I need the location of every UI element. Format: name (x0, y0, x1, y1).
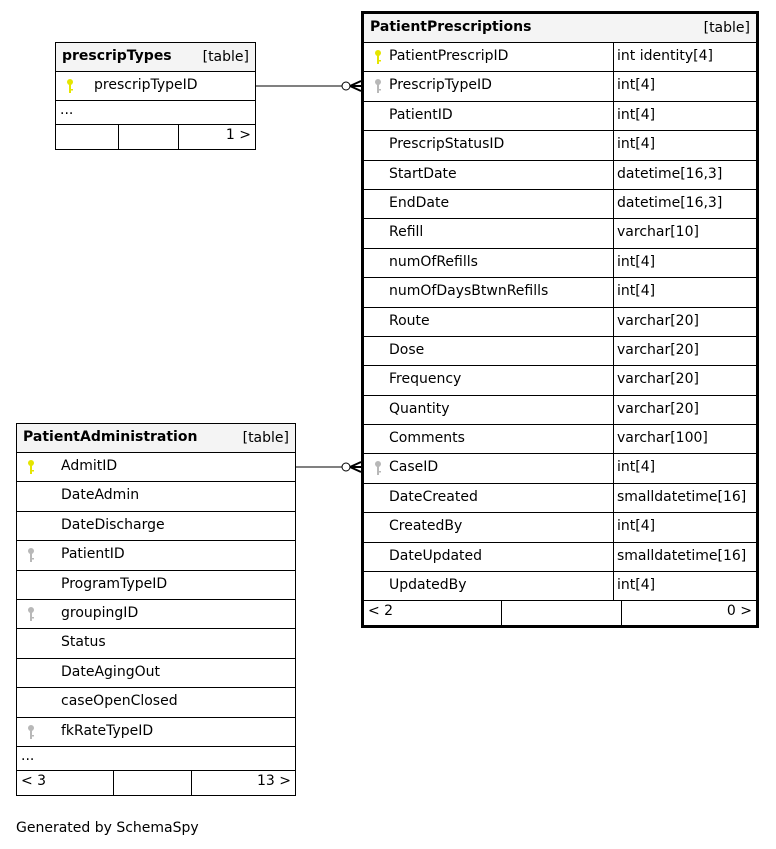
column-name: caseOpenClosed (61, 693, 178, 710)
column-row[interactable] (364, 131, 756, 160)
column-type: datetime[16,3] (613, 161, 756, 189)
column-name: EndDate (389, 194, 450, 211)
column-row[interactable] (56, 72, 255, 101)
column-row[interactable] (364, 43, 756, 72)
more-columns (56, 101, 255, 125)
column-row[interactable] (17, 571, 295, 600)
column-name: CreatedBy (389, 518, 463, 535)
column-row[interactable] (17, 659, 295, 688)
children-cell (178, 125, 255, 149)
column-name: AdmitID (61, 458, 118, 474)
column-row[interactable] (364, 337, 756, 366)
column-name: Refill (389, 224, 424, 241)
foreign-key-icon (27, 724, 35, 740)
column-name: CaseID (389, 459, 439, 476)
crows-foot-icon (350, 462, 361, 472)
parents-cell (17, 771, 113, 795)
table-footer (364, 601, 756, 625)
table-patientadministration[interactable] (16, 423, 296, 796)
column-name: ProgramTypeID (61, 575, 168, 592)
children-count: 1 > (225, 127, 251, 144)
more-columns (17, 747, 295, 771)
column-row[interactable] (364, 396, 756, 425)
children-cell (621, 601, 756, 625)
table-name: PatientAdministration (23, 429, 198, 445)
column-type: smalldatetime[16] (613, 543, 756, 571)
column-row[interactable] (364, 308, 756, 337)
primary-key-icon (66, 78, 74, 94)
parents-count: < 2 (368, 603, 394, 620)
column-type: varchar[10] (613, 219, 756, 247)
column-row[interactable] (364, 572, 756, 601)
column-name: Quantity (389, 400, 450, 417)
column-type: int[4] (613, 278, 756, 306)
column-row[interactable] (17, 482, 295, 511)
ellipsis-text: ... (60, 102, 74, 119)
children-count: 0 > (726, 603, 752, 620)
table-name: prescripTypes (62, 48, 172, 64)
column-row[interactable] (364, 219, 756, 248)
foreign-key-icon (27, 606, 35, 622)
column-name: DateUpdated (389, 547, 483, 564)
column-type: int[4] (613, 249, 756, 277)
zero-optional-icon (342, 82, 350, 90)
column-row[interactable] (364, 161, 756, 190)
foreign-key-icon (27, 547, 35, 563)
foreign-key-icon (374, 460, 382, 476)
column-type: int[4] (613, 131, 756, 159)
column-row[interactable] (364, 72, 756, 101)
table-footer (17, 771, 295, 795)
column-name: PatientID (61, 546, 125, 563)
relationship-patientadministration-to-patientprescriptions[interactable] (296, 462, 361, 472)
table-header (56, 43, 255, 72)
column-row[interactable] (364, 484, 756, 513)
column-row[interactable] (17, 629, 295, 658)
column-type: varchar[20] (613, 366, 756, 394)
relationship-prescriptypes-to-patientprescriptions[interactable] (256, 81, 361, 91)
column-name: Dose (389, 341, 425, 358)
column-name: PrescripStatusID (389, 136, 505, 153)
spacer-cell (113, 771, 191, 795)
column-row[interactable] (17, 453, 295, 482)
column-row[interactable] (364, 513, 756, 542)
column-name: DateDischarge (61, 516, 165, 533)
column-row[interactable] (364, 249, 756, 278)
column-row[interactable] (364, 102, 756, 131)
column-row[interactable] (17, 718, 295, 747)
crows-foot-icon (350, 81, 361, 91)
column-name: PatientID (389, 106, 453, 123)
column-name: Comments (389, 430, 465, 447)
column-name: PrescripTypeID (389, 77, 492, 94)
spacer-cell (501, 601, 621, 625)
column-type: int[4] (613, 572, 756, 600)
foreign-key-icon (374, 78, 382, 94)
column-row[interactable] (17, 512, 295, 541)
table-name: PatientPrescriptions (370, 19, 532, 35)
column-row[interactable] (364, 190, 756, 219)
column-type: int identity[4] (613, 43, 756, 71)
column-type: varchar[20] (613, 337, 756, 365)
column-type: int[4] (613, 454, 756, 482)
column-row[interactable] (364, 425, 756, 454)
generated-by-label: Generated by SchemaSpy (16, 820, 199, 836)
parents-cell (364, 601, 501, 625)
table-footer (56, 125, 255, 149)
column-row[interactable] (364, 278, 756, 307)
parents-cell (56, 125, 118, 149)
parents-count: < 3 (21, 772, 47, 789)
column-name: PatientPrescripID (389, 48, 509, 64)
spacer-cell (118, 125, 178, 149)
column-type: datetime[16,3] (613, 190, 756, 218)
column-type: varchar[20] (613, 396, 756, 424)
zero-optional-icon (342, 463, 350, 471)
table-kind: [table] (703, 20, 750, 36)
table-prescriptypes[interactable] (55, 42, 256, 150)
column-name: prescripTypeID (94, 77, 198, 93)
column-name: Route (389, 312, 430, 329)
ellipsis-text: ... (21, 747, 35, 764)
column-row[interactable] (17, 541, 295, 570)
column-name: UpdatedBy (389, 577, 467, 594)
table-patientprescriptions[interactable] (361, 11, 759, 628)
column-type: int[4] (613, 513, 756, 541)
table-header (17, 424, 295, 453)
column-name: numOfDaysBtwnRefills (389, 283, 549, 300)
column-type: int[4] (613, 102, 756, 130)
column-row[interactable] (17, 600, 295, 629)
column-row[interactable] (364, 543, 756, 572)
column-name: DateAdmin (61, 487, 140, 504)
column-type: varchar[100] (613, 425, 756, 453)
column-name: groupingID (61, 604, 139, 621)
children-count: 13 > (257, 772, 291, 789)
column-name: Frequency (389, 371, 462, 388)
children-cell (191, 771, 295, 795)
column-name: DateCreated (389, 488, 478, 505)
column-type: smalldatetime[16] (613, 484, 756, 512)
column-row[interactable] (17, 688, 295, 717)
table-kind: [table] (202, 49, 249, 65)
column-type: varchar[20] (613, 308, 756, 336)
column-name: Status (61, 634, 106, 651)
column-name: DateAgingOut (61, 663, 160, 680)
column-type: int[4] (613, 72, 756, 100)
column-row[interactable] (364, 366, 756, 395)
primary-key-icon (27, 459, 35, 475)
column-name: fkRateTypeID (61, 722, 154, 739)
column-name: numOfRefills (389, 253, 478, 270)
table-kind: [table] (242, 430, 289, 446)
column-name: StartDate (389, 165, 457, 182)
column-row[interactable] (364, 454, 756, 483)
primary-key-icon (374, 49, 382, 65)
table-header (364, 14, 756, 43)
